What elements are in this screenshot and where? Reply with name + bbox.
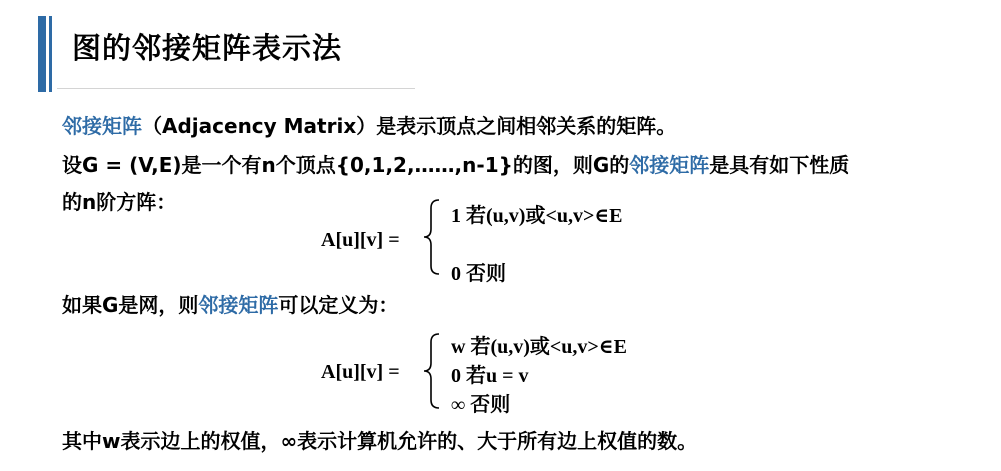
matrix-case-self: 0 若u = v	[451, 365, 529, 387]
left-brace-icon	[421, 332, 443, 410]
term-adjacency-matrix: 邻接矩阵	[62, 114, 142, 138]
matrix-lhs: A[u][v] =	[321, 229, 400, 251]
matrix-lhs-weighted: A[u][v] =	[321, 361, 400, 383]
graph-definition-line	[62, 149, 849, 178]
network-definition-pre: 如果G是网，则	[62, 293, 199, 317]
weight-explanation-text: 其中w表示边上的权值，∞表示计算机允许的、大于所有边上权值的数。	[62, 429, 698, 453]
definition-line	[62, 110, 676, 139]
term-adjacency-matrix-2: 邻接矩阵	[629, 153, 710, 177]
matrix-case-otherwise: 0 否则	[451, 263, 506, 285]
graph-definition-pre: 设G = (V,E)是一个有n个顶点{0,1,2,……,n-1}的图，则G的	[62, 153, 630, 177]
weight-explanation-line	[62, 425, 697, 454]
network-definition-line	[62, 289, 398, 318]
definition-text: （Adjacency Matrix）是表示顶点之间相邻关系的矩阵。	[142, 114, 677, 138]
page-title: 图的邻接矩阵表示法	[72, 31, 343, 65]
graph-definition-post: 是具有如下性质	[709, 153, 850, 177]
matrix-case-weight: w 若(u,v)或<u,v>∈E	[451, 336, 627, 358]
matrix-case-infinity: ∞ 否则	[451, 394, 511, 416]
title-underline	[57, 88, 415, 89]
square-matrix-text: 的n阶方阵：	[62, 190, 177, 214]
left-brace-icon	[421, 198, 443, 276]
title-accent-bar-thin	[49, 16, 52, 92]
network-definition-post: 可以定义为：	[278, 293, 399, 317]
square-matrix-line	[62, 186, 176, 215]
matrix-case-edge: 1 若(u,v)或<u,v>∈E	[451, 205, 623, 227]
title-accent-bar	[38, 16, 46, 92]
term-adjacency-matrix-3: 邻接矩阵	[198, 293, 279, 317]
